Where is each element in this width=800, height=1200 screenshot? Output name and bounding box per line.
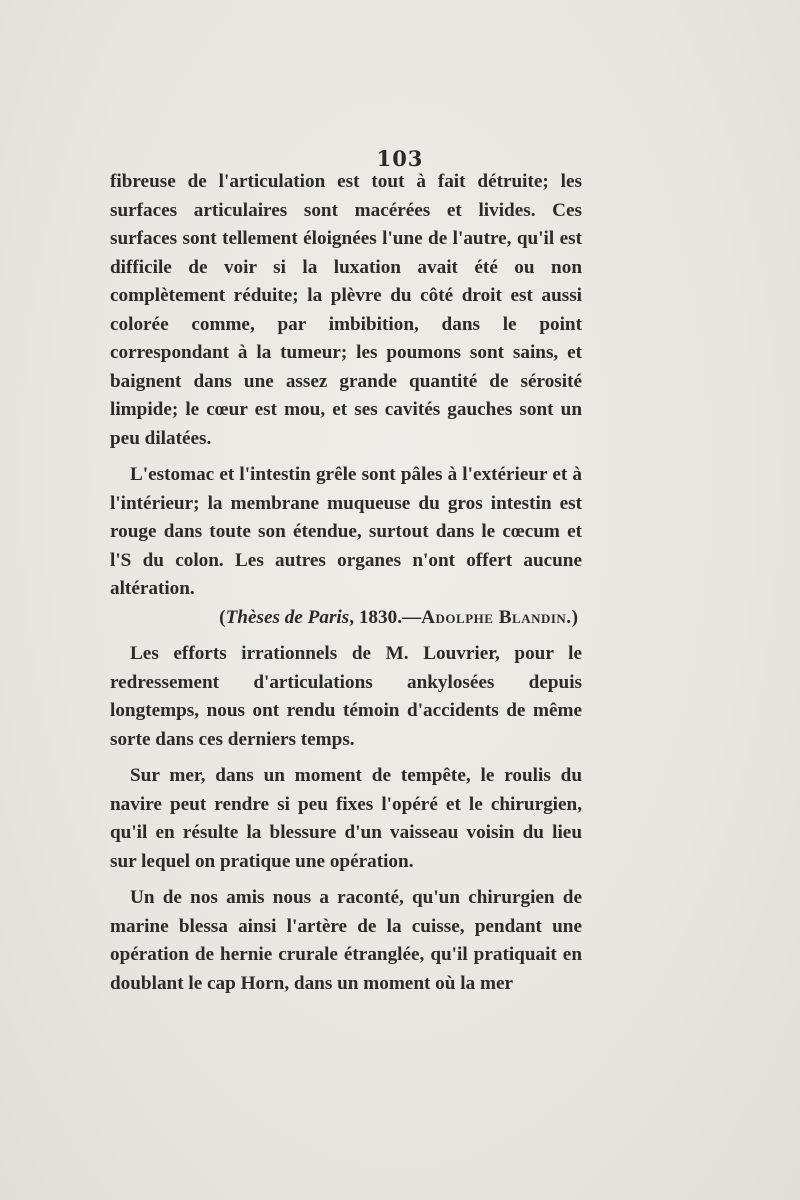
body-text	[110, 168, 582, 998]
paragraph-friend: Un de nos amis nous a raconté, qu'un chirurgien de marine blessa ainsi l'artère de la cuisse, pendant une opération de hernie crurale étranglée, qu'il pratiquait en doublant le cap Horn, dans un moment où la mer	[110, 887, 582, 994]
citation-source: Thèses de Paris	[225, 606, 350, 628]
paragraph-louvrier: Les efforts irrationnels de M. Louvrier, pour le redressement d'articulations ankylosées depuis longtemps, nous ont rendu témoin d'accidents de même sorte dans ces derniers temps.	[110, 643, 582, 750]
citation	[110, 604, 582, 633]
paragraph-sea: Sur mer, dans un moment de tempête, le roulis du navire peut rendre si peu fixes l'opéré et le chirurgien, qu'il en résulte la blessure d'un vaisseau voisin du lieu sur lequel on pratique une opération.	[110, 765, 582, 872]
citation-author: Adolphe Blandin.	[421, 606, 572, 628]
citation-close: )	[571, 606, 578, 628]
citation-open: (	[219, 606, 226, 628]
page-number: 103	[376, 146, 424, 171]
paragraph-continuation: fibreuse de l'articulation est tout à fait détruite; les surfaces articulaires sont macérées et livides. Ces surfaces sont tellement éloignées l'une de l'autre, qu'il est difficile de voir si la luxation avait été ou non complètement réduite; la plèvre du côté droit est aussi colorée comme, par imbibition, dans le point correspondant à la tumeur; les poumons sont sains, et baignent dans une assez grande quantité de sérosité limpide; le cœur est mou, et ses cavités gauches sont un peu dilatées.	[110, 171, 582, 449]
paragraph-stomach: L'estomac et l'intestin grêle sont pâles à l'extérieur et à l'intérieur; la membrane muqueuse du gros intestin est rouge dans toute son étendue, surtout dans le cœcum et l'S du colon. Les autres organes n'ont offert aucune altération.	[110, 464, 582, 599]
citation-year: , 1830.—	[349, 606, 422, 628]
